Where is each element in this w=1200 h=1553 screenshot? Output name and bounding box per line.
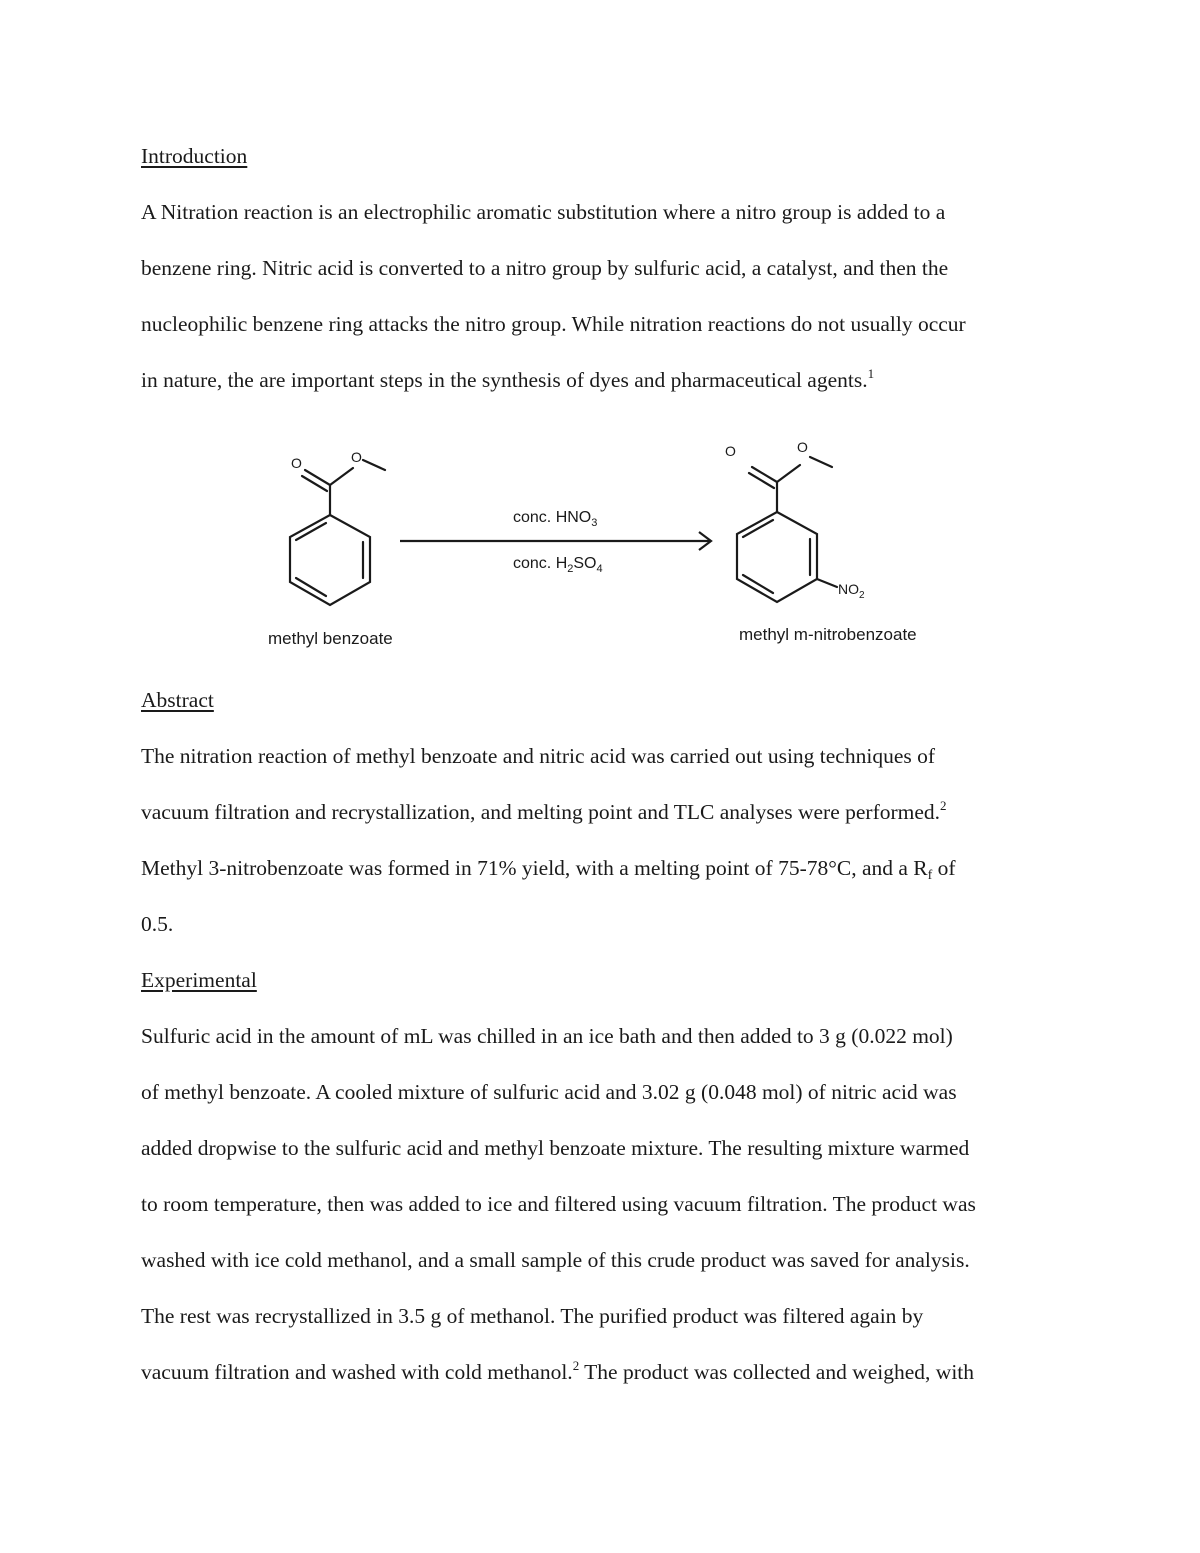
experimental-line-4: to room temperature, then was added to ice and filtered using vacuum filtration. The product was [141,1192,976,1216]
introduction-line-1: A Nitration reaction is an electrophilic aromatic substitution where a nitro group is added to a [141,200,946,224]
abstract-line-3-text: Methyl 3-nitrobenzoate was formed in 71% yield, with a melting point of 75-78°C, and a R [141,856,928,880]
nitro-group-label: $NO_2$ [838,581,865,601]
experimental-line-6: The rest was recrystallized in 3.5 g of methanol. The purified product was filtered again by [141,1304,924,1328]
abstract-line-3-end: of [932,856,956,880]
introduction-heading: Introduction [141,144,248,168]
methyl-benzoate-structure [290,460,385,605]
reagent-nitric-acid: conc. $HNO_3$ [513,509,598,529]
introduction-line-4-text: in nature, the are important steps in the synthesis of dyes and pharmaceutical agents. [141,368,868,392]
abstract-heading: Abstract [141,688,214,712]
reactant-label: methyl benzoate [268,629,393,648]
introduction-line-3: nucleophilic benzene ring attacks the nitro group. While nitration reactions do not usually occur [141,312,966,336]
abstract-line-4: 0.5. [141,912,174,936]
experimental-line-7-end: The product was collected and weighed, with [579,1360,975,1384]
introduction-line-2: benzene ring. Nitric acid is converted to a nitro group by sulfuric acid, a catalyst, and then the [141,256,949,280]
product-carbonyl-oxygen: O [725,443,736,459]
experimental-line-7 [141,1358,974,1389]
abstract-line-2-text: vacuum filtration and recrystallization, and melting point and TLC analyses were performed. [141,800,941,824]
abstract-line-3 [141,854,956,886]
reference-2: 2 [940,798,947,813]
experimental-line-7-text: vacuum filtration and washed with cold methanol. [141,1360,573,1384]
experimental-heading: Experimental [141,968,257,992]
reaction-scheme [255,430,975,660]
ester-ether-oxygen: O [351,449,362,465]
experimental-line-2: of methyl benzoate. A cooled mixture of sulfuric acid and 3.02 g (0.048 mol) of nitric acid was [141,1080,957,1104]
product-ether-oxygen: O [797,439,808,455]
ester-carbonyl-oxygen: O [291,455,302,471]
reagent-sulfuric-acid: conc. $H_2SO_4$ [513,555,603,575]
reference-1: 1 [867,366,875,381]
abstract-line-2 [141,798,947,829]
experimental-line-1: Sulfuric acid in the amount of mL was chilled in an ice bath and then added to 3 g (0.022 mol) [141,1024,953,1048]
experimental-line-5: washed with ice cold methanol, and a small sample of this crude product was saved for analysis. [141,1248,970,1272]
abstract-line-1: The nitration reaction of methyl benzoate and nitric acid was carried out using techniques of [141,744,936,768]
reference-2-second: 2 [572,1358,580,1373]
rf-subscript: f [927,868,933,883]
introduction-line-4 [141,366,874,397]
experimental-line-3: added dropwise to the sulfuric acid and methyl benzoate mixture. The resulting mixture warmed [141,1136,970,1160]
methyl-m-nitrobenzoate-structure [737,457,837,602]
product-label: methyl m-nitrobenzoate [739,625,917,644]
